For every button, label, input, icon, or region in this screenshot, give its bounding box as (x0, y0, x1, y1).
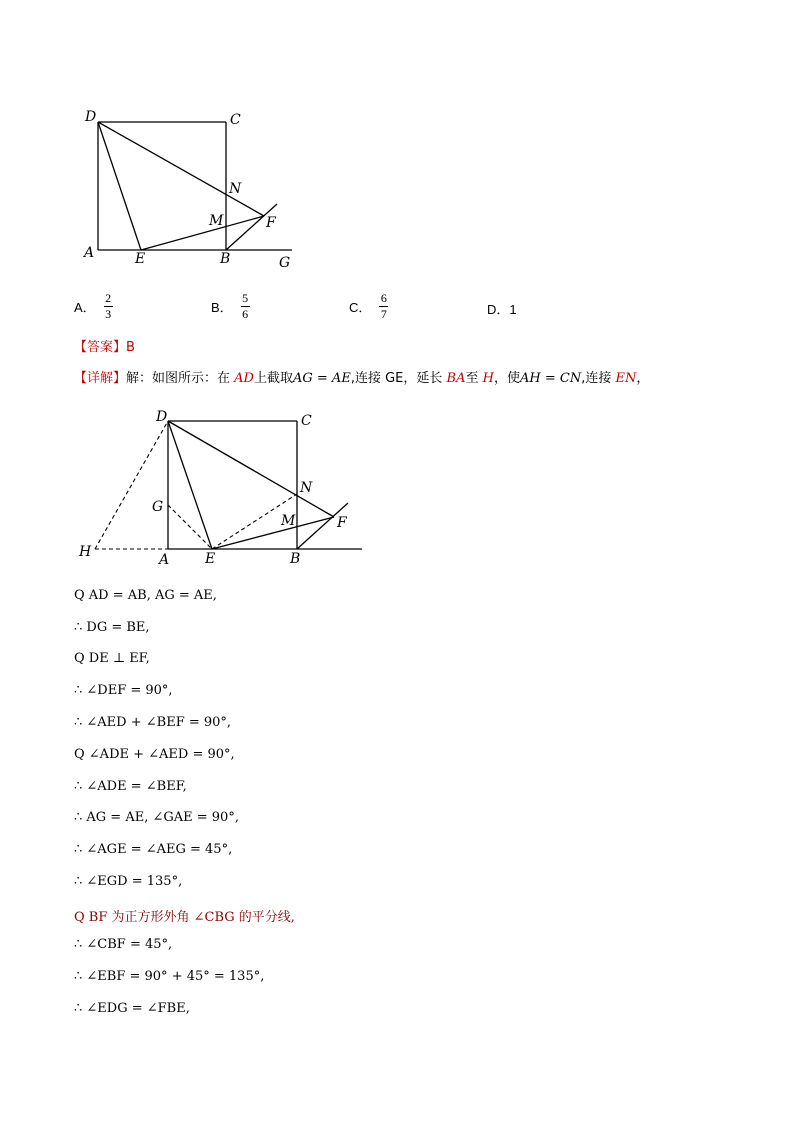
option-b-fraction (241, 292, 250, 321)
label-C: C (301, 413, 312, 429)
step-4: ∴ ∠DEF = 90°, (74, 683, 173, 698)
option-b-letter: B． (211, 300, 233, 315)
option-a-numerator: 2 (105, 291, 112, 305)
label-G: G (279, 255, 291, 271)
option-b[interactable] (211, 292, 250, 321)
option-b-denominator: 6 (242, 307, 249, 321)
detail-ad: AD (234, 371, 254, 386)
label-M: M (281, 513, 296, 529)
detail-make: ，使 (493, 371, 520, 386)
detail-en: EN (615, 371, 637, 386)
detail-intro: 解：如图所示：在 (126, 371, 231, 386)
label-N: N (300, 480, 313, 496)
detail-ag-ae: AG = AE (293, 371, 351, 386)
option-c-letter: C． (349, 300, 372, 315)
option-a-letter: A． (74, 300, 96, 315)
option-a[interactable] (74, 292, 113, 321)
option-d[interactable] (487, 299, 517, 318)
step-9: ∴ ∠AGE = ∠AEG = 45°, (74, 842, 233, 857)
option-a-denominator: 3 (105, 307, 112, 321)
label-F: F (337, 515, 347, 531)
step-8: ∴ AG = AE, ∠GAE = 90°, (74, 810, 239, 825)
label-C: C (230, 112, 241, 128)
detail-tag: 【详解】 (74, 371, 127, 386)
dashed-GE (168, 505, 212, 549)
step-11: Q BF 为正方形外角 ∠CBG 的平分线, (74, 910, 295, 925)
label-E: E (135, 251, 146, 267)
label-H: H (79, 544, 92, 560)
label-M: M (209, 213, 224, 229)
label-D: D (85, 109, 97, 125)
option-c-numerator: 6 (380, 291, 387, 305)
dashed-HD (95, 421, 168, 549)
detail-ah-cn: AH = CN (519, 371, 582, 386)
answer-line (74, 336, 135, 355)
step-3: Q DE ⊥ EF, (74, 651, 150, 666)
figure-2-diagram (75, 400, 370, 575)
label-A: A (159, 552, 170, 568)
label-G: G (152, 499, 164, 515)
step-7: ∴ ∠ADE = ∠BEF, (74, 779, 187, 794)
answer-value: B (126, 340, 135, 355)
label-B: B (220, 251, 231, 267)
label-F: F (266, 215, 276, 231)
detail-cut: 上截取 (253, 371, 293, 386)
step-6: Q ∠ADE + ∠AED = 90°, (74, 747, 235, 762)
option-c[interactable] (349, 292, 388, 321)
detail-connect-ge: ,连接 GE，延长 (350, 371, 443, 386)
label-N: N (229, 181, 242, 197)
step-1: Q AD = AB, AG = AE, (74, 588, 217, 603)
segment-DE (168, 421, 212, 549)
step-14: ∴ ∠EDG = ∠FBE, (74, 1001, 190, 1016)
step-12: ∴ ∠CBF = 45°, (74, 937, 173, 952)
step-2: ∴ DG = BE, (74, 620, 150, 635)
figure-1-diagram (70, 100, 310, 275)
step-13: ∴ ∠EBF = 90° + 45° = 135°, (74, 969, 265, 984)
detail-line (74, 367, 649, 386)
detail-end: ， (636, 371, 650, 386)
option-b-numerator: 5 (242, 291, 249, 305)
option-c-denominator: 7 (380, 307, 387, 321)
segment-DF (98, 122, 264, 216)
step-5: ∴ ∠AED + ∠BEF = 90°, (74, 715, 232, 730)
option-a-fraction (104, 292, 113, 321)
answer-tag: 【答案】 (74, 340, 127, 355)
segment-DF (168, 421, 334, 517)
detail-ba: BA (446, 371, 466, 386)
option-c-fraction (379, 292, 388, 321)
option-d-letter: D．1 (487, 302, 517, 317)
segment-DE (98, 122, 141, 250)
label-D: D (156, 409, 168, 425)
label-E: E (205, 551, 216, 567)
detail-h: H (482, 371, 494, 386)
label-B: B (290, 551, 301, 567)
label-A: A (84, 245, 95, 261)
detail-to: 至 (465, 371, 479, 386)
detail-connect: ,连接 (581, 371, 612, 386)
step-10: ∴ ∠EGD = 135°, (74, 874, 183, 889)
